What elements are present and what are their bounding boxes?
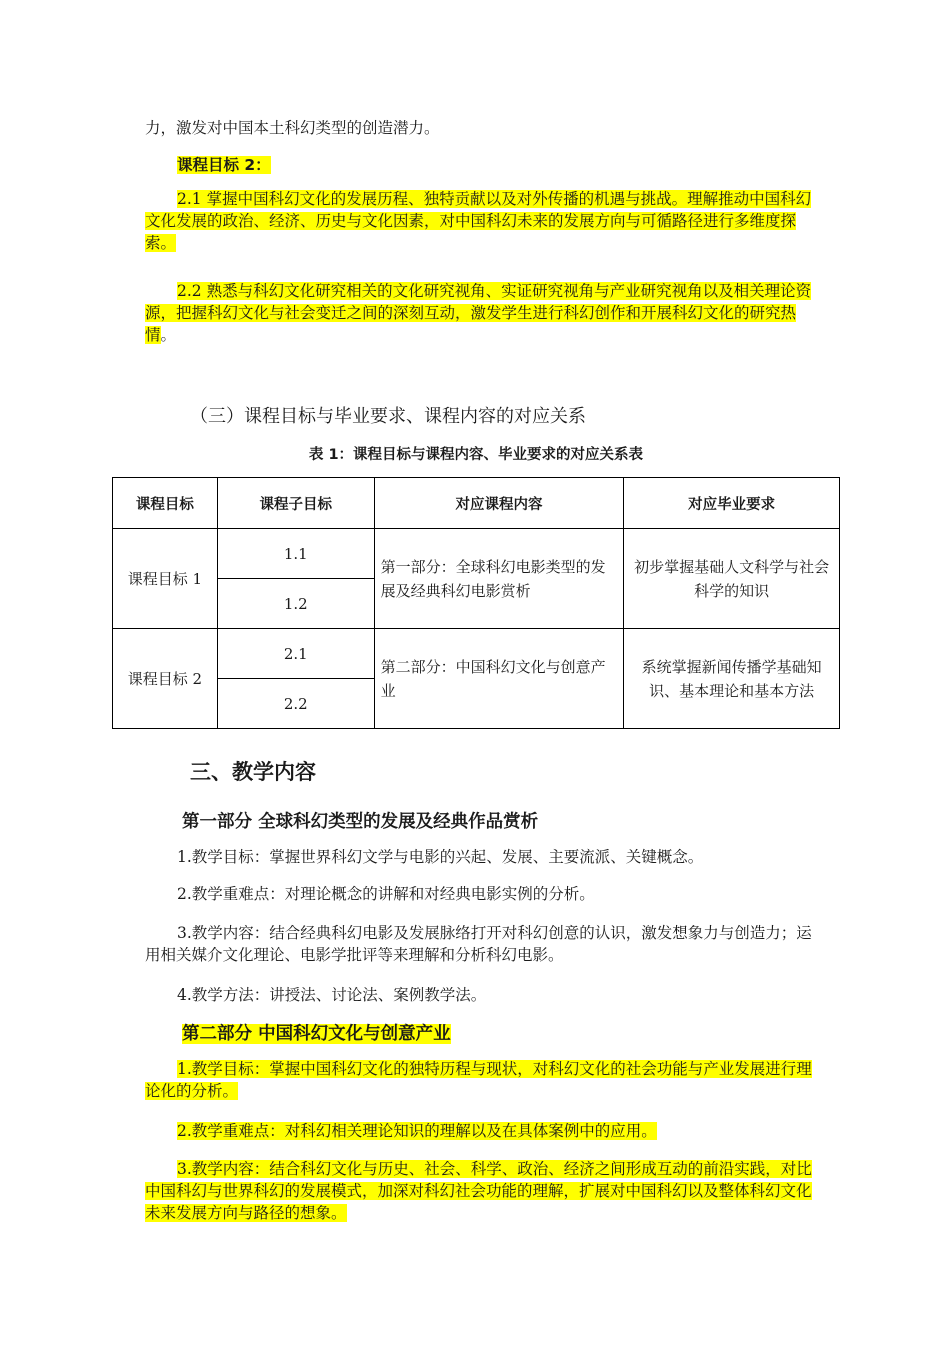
table-row [113, 629, 840, 679]
part1-item: 2.教学重难点：对理论概念的讲解和对经典电影实例的分析。 [177, 885, 595, 903]
table-header-row [113, 478, 840, 529]
part2-item: 2.教学重难点：对科幻相关理论知识的理解以及在具体案例中的应用。 [177, 1122, 657, 1140]
intro-tail-text: 力，激发对中国本土科幻类型的创造潜力。 [145, 119, 440, 137]
part2-item: 3.教学内容：结合科幻文化与历史、社会、科学、政治、经济之间形成互动的前沿实践，对比中国科幻与世界科幻的发展模式，加深对科幻社会功能的理解，扩展对中国科幻以及整体科幻文化未来发展方向与路径的想象。 [145, 1160, 812, 1222]
subgoal-cell: 2.1 [217, 629, 374, 679]
table-row [113, 529, 840, 579]
content-cell: 第二部分：中国科幻文化与创意产业 [374, 629, 624, 729]
goal-cell: 课程目标 2 [113, 629, 218, 729]
table-header-cell: 课程子目标 [217, 478, 374, 529]
subgoal-cell: 1.1 [217, 529, 374, 579]
part1-item: 3.教学内容：结合经典科幻电影及发展脉络打开对科幻创意的认识，激发想象力与创造力；运用相关媒介文化理论、电影学批评等来理解和分析科幻电影。 [145, 924, 812, 964]
subgoal-cell: 2.2 [217, 679, 374, 729]
subgoal-cell: 1.2 [217, 579, 374, 629]
part1-item: 4.教学方法：讲授法、讨论法、案例教学法。 [177, 986, 487, 1004]
content-cell: 第一部分：全球科幻电影类型的发展及经典科幻电影赏析 [374, 529, 624, 629]
part1-item: 1.教学目标：掌握世界科幻文学与电影的兴起、发展、主要流派、关键概念。 [177, 848, 704, 866]
goal-cell: 课程目标 1 [113, 529, 218, 629]
table-header-cell: 课程目标 [113, 478, 218, 529]
table-header-cell: 对应课程内容 [374, 478, 624, 529]
section-sub-title: （三）课程目标与毕业要求、课程内容的对应关系 [190, 406, 586, 427]
goal-mapping-table [112, 477, 840, 729]
part2-item: 1.教学目标：掌握中国科幻文化的独特历程与现状，对科幻文化的社会功能与产业发展进行理论化的分析。 [145, 1060, 812, 1100]
requirement-cell: 系统掌握新闻传播学基础知识、基本理论和基本方法 [624, 629, 840, 729]
section3-title: 三、教学内容 [190, 760, 316, 784]
table-caption: 表 1：课程目标与课程内容、毕业要求的对应关系表 [308, 447, 644, 463]
table-header-cell: 对应毕业要求 [624, 478, 840, 529]
goal2-2-text: 2.2 熟悉与科幻文化研究相关的文化研究视角、实证研究视角与产业研究视角以及相关理论资源，把握科幻文化与社会变迁之间的深刻互动，激发学生进行科幻创作和开展科幻文化的研究热情。 [145, 282, 812, 344]
requirement-cell: 初步掌握基础人文科学与社会科学的知识 [624, 529, 840, 629]
goal2-1-text: 2.1 掌握中国科幻文化的发展历程、独特贡献以及对外传播的机遇与挑战。理解推动中国科幻文化发展的政治、经济、历史与文化因素，对中国科幻未来的发展方向与可循路径进行多维度探索。 [145, 190, 812, 252]
part2-title: 第二部分 中国科幻文化与创意产业 [182, 1024, 451, 1044]
part1-title: 第一部分 全球科幻类型的发展及经典作品赏析 [182, 812, 539, 832]
goal2-heading: 课程目标 2： [177, 156, 271, 174]
